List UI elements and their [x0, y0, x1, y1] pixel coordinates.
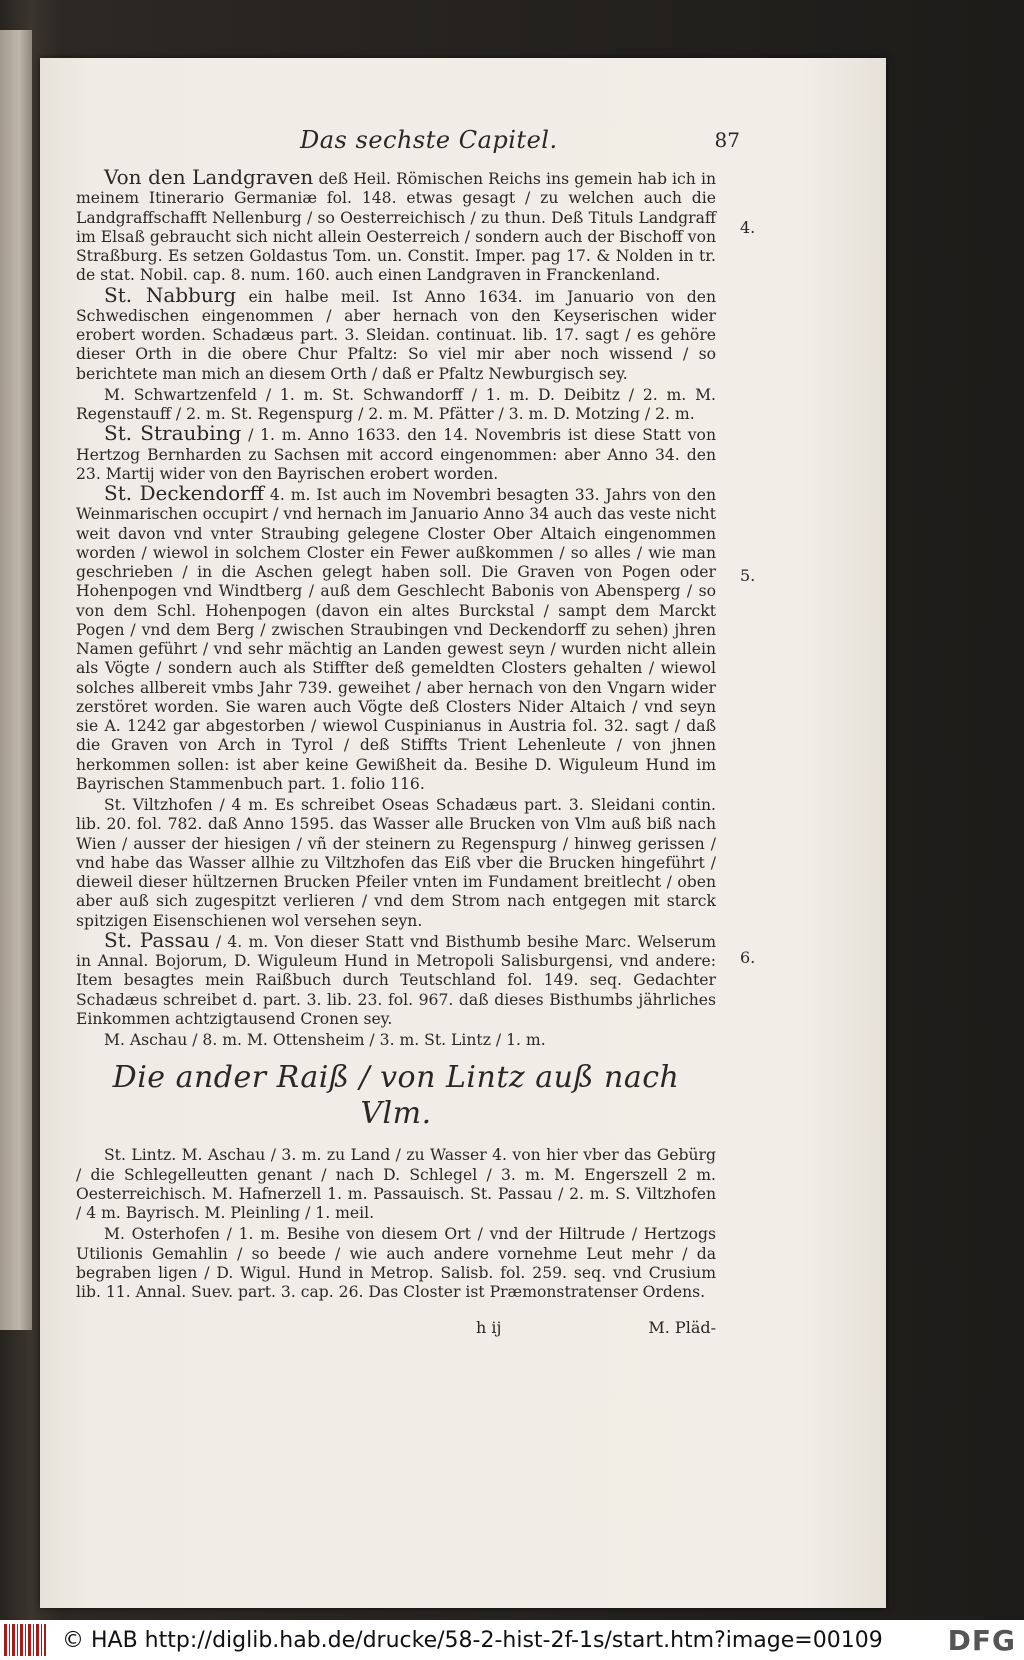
paragraph-text: 4. m. Ist auch im Novembri besagten 33. Jahrs von den Weinmarischen occupirt / vnd hernach im Januario Anno 34 auch das veste nicht weit davon vnd vnter Straubing gelegene Closter Ober Altaich eingenommen worden / wiewol in solchem Closter ein Fewer außkommen / so alles / wie man geschrieben / in die Aschen gelegt haben soll. Die Graven von Pogen oder Hohenpogen vnd Windtberg / auß dem Geschlecht Babonis von Abensperg / so von dem Schl. Hohenpogen (davon ein altes Burckstal / sampt dem Marckt Pogen / vnd dem Berg / zwischen Straubingen vnd Deckendorff zu sehen) jhren Namen geführt / vnd sehr mächtig an Landen gewest seyn / wurden nicht allein als Vögte / sondern auch als Stiffter deß gemeldten Closters gehalten / wiewol solches allbereit vmbs Jahr 739. geweihet / aber hernach von den Vngarn wider zerstöret worden. Sie waren auch Vögte deß Closters Nider Altaich / vnd seyn sie A. 1242 gar abgestorben / wiewol Cuspinianus in Austria fol. 32. sagt / daß die Graven von Arch in Tyrol / deß Stiffts Trient Lehenleute / von jhnen herkommen sollen: ist aber keine Gewißheit da. Besihe D. Wiguleum Hund im Bayrischen Stammenbuch part. 1. folio 116. [76, 486, 716, 793]
page-body [76, 165, 716, 1302]
dfg-logo: DFG [947, 1624, 1016, 1657]
page-number: 87 [714, 128, 740, 152]
section-heading: Die ander Raiß / von Lintz auß nach Vlm. [112, 1060, 680, 1132]
paragraph-lead: Von den Landgraven [104, 165, 314, 189]
paragraph-text: / 1. m. Anno 1633. den 14. Novembris ist diese Statt von Hertzog Bernharden zu Sachsen mit accord eingenommen: aber Anno 34. den 23. Martij wider von den Bayrischen erobert worden. [76, 426, 716, 483]
running-head [300, 122, 740, 160]
paragraph [76, 794, 716, 931]
running-title: Das sechste Capitel. [300, 126, 558, 154]
paragraph-text: ein halbe meil. Ist Anno 1634. im Januario von den Schwedischen eingenommen / aber hernach von den Keyserischen wider erobert worden. Schadæus part. 3. Sleidan. continuat. lib. 17. sagt / es gehöre dieser Orth in die obere Chur Pfaltz: So viel mir aber noch wissend / so berichtete man mich an diesem Orth / daß er Pfaltz Newburgisch sey. [76, 287, 716, 383]
copyright-url[interactable]: © HAB http://diglib.hab.de/drucke/58-2-hist-2f-1s/start.htm?image=00109 [62, 1628, 883, 1653]
paragraph [76, 384, 716, 425]
paragraph [76, 481, 716, 794]
margin-note: 4. [740, 218, 756, 237]
margin-note: 5. [740, 566, 756, 585]
paragraph [76, 1144, 716, 1223]
paragraph [76, 282, 716, 384]
signature-mark: h ij [476, 1318, 502, 1337]
paragraph-text: M. Schwartzenfeld / 1. m. St. Schwandorff / 1. m. D. Deibitz / 2. m. M. Regenstauff / 2. m. St. Regenspurg / 2. m. M. Pfätter / 3. m. D. Motzing / 2. m. [76, 385, 716, 423]
adjacent-page-edge [0, 30, 32, 1330]
paragraph-lead: St. Passau [104, 927, 210, 952]
paragraph [76, 927, 716, 1029]
paragraph-lead: St. Nabburg [104, 282, 237, 307]
paragraph-lead: St. Straubing [104, 421, 242, 446]
paragraph [76, 1223, 716, 1302]
paragraph-text: deß Heil. Römischen Reichs ins gemein hab ich in meinem Itinerario Germaniæ fol. 148. etwas gesagt / zu welchen auch die Landgraffschafft Nellenburg / so Oesterreichisch / zu thun. Deß Tituls Landgraff im Elsaß gebraucht sich nicht allein Oesterreich / sondern auch der Bischoff von Straßburg. Es setzen Goldastus Tom. un. Constit. Imper. pag 17. & Nolden in tr. de stat. Nobil. cap. 8. num. 160. auch einen Landgraven in Franckenland. [76, 170, 716, 285]
paragraph [76, 165, 716, 286]
page-footer [76, 1318, 716, 1342]
paragraph-text: M. Aschau / 8. m. M. Ottensheim / 3. m. St. Lintz / 1. m. [104, 1031, 546, 1049]
paragraph-text: / 4. m. Von dieser Statt vnd Bisthumb besihe Marc. Welserum in Annal. Bojorum, D. Wiguleum Hund in Metropoli Salisburgensi, vnd andere: Item besagtes mein Raißbuch durch Teutschland fol. 149. seq. Gedachter Schadæus schreibet d. part. 3. lib. 23. fol. 967. daß dieses Bisthumbs jährliches Einkommen achtzigtausend Cronen sey. [76, 932, 716, 1028]
paragraph-lead: St. Deckendorff [104, 481, 264, 505]
barcode-icon [4, 1624, 46, 1656]
catchword: M. Pläd- [648, 1318, 716, 1337]
paragraph-text: M. Osterhofen / 1. m. Besihe von diesem Ort / vnd der Hiltrude / Hertzogs Utilionis Gemahlin / so beede / wie auch andere vornehme Leut mehr / da begraben ligen / D. Wigul. Hund in Metrop. Salisb. fol. 259. seq. vnd Crusium lib. 11. Annal. Suev. part. 3. cap. 26. Das Closter ist Præmonstratenser Ordens. [76, 1225, 716, 1301]
caption-bar [0, 1620, 1024, 1660]
paragraph [76, 421, 716, 484]
paragraph [76, 1029, 716, 1050]
paragraph-text: St. Lintz. M. Aschau / 3. m. zu Land / zu Wasser 4. von hier vber das Gebürg / die Schlegelleutten genant / nach D. Schlegel / 3. m. M. Engerszell 2 m. Oesterreichisch. M. Hafnerzell 1. m. Passauisch. St. Passau / 2. m. S. Viltzhofen / 4 m. Bayrisch. M. Pleinling / 1. meil. [76, 1146, 716, 1222]
margin-note: 6. [740, 948, 756, 967]
paragraph-text: St. Viltzhofen / 4 m. Es schreibet Oseas Schadæus part. 3. Sleidani contin. lib. 20. fol. 782. daß Anno 1595. das Wasser alle Brucken von Vlm auß biß nach Wien / ausser der hiesigen / vñ der steinern zu Regenspurg / hinweg gerissen / vnd habe das Wasser allhie zu Viltzhofen das Eiß vber die Brucken hingeführt / dieweil dieser hültzernen Brucken Pfeiler vnten im Fundament breitlecht / oben aber auß sich zugespitzt verlieren / vnd dem Strom nach entgegen mit starck spitzigen Eisenschienen wol versehen seyn. [76, 796, 716, 930]
